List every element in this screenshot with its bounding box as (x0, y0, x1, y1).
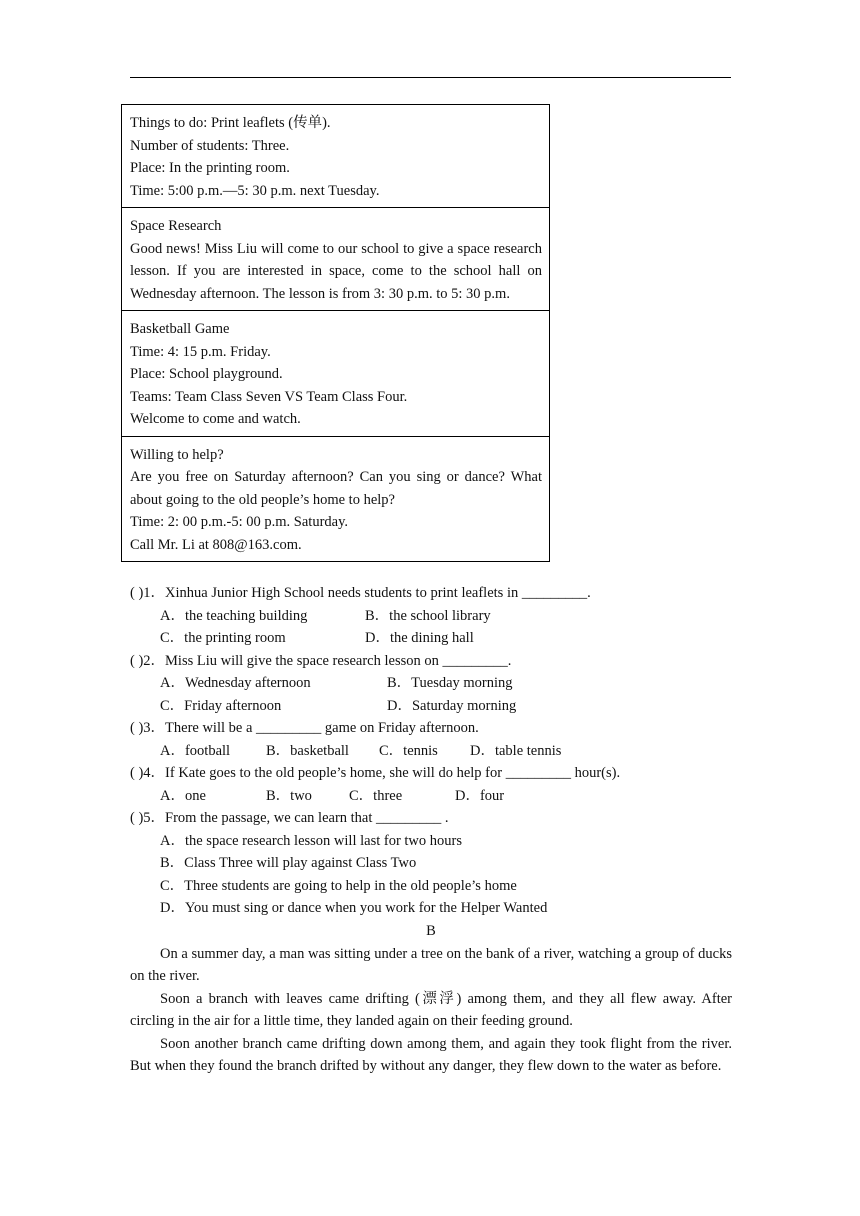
notice-body: Are you free on Saturday afternoon? Can you sing or dance? What about going to the old people’s home to help? (130, 469, 542, 508)
option-b[interactable]: B．the school library (365, 607, 491, 624)
notice-line: Number of students: Three. (130, 137, 290, 154)
question-2-options (130, 672, 732, 695)
option-a[interactable]: A．the teaching building (160, 607, 308, 624)
notice-line: Time: 5:00 p.m.—5: 30 p.m. next Tuesday. (130, 182, 380, 199)
option-c[interactable]: C．the printing room (160, 630, 286, 646)
question-1: ( )1．Xinhua Junior High School needs students to print leaflets in _________. (130, 585, 591, 601)
passage-b (130, 920, 732, 1078)
option-a[interactable]: A．one (160, 787, 206, 804)
header-rule (130, 77, 731, 78)
notice-line: Time: 4: 15 p.m. Friday. (130, 343, 271, 360)
section-heading: B (426, 923, 436, 939)
option-c[interactable]: C．tennis (379, 742, 438, 759)
question-3: ( )3．There will be a _________ game on Friday afternoon. (130, 720, 479, 736)
notice-line: Welcome to come and watch. (130, 411, 301, 427)
question-1-options (130, 605, 732, 628)
question-1-options-row2 (130, 627, 732, 650)
question-2: ( )2．Miss Liu will give the space research lesson on _________. (130, 652, 512, 669)
paragraph: Soon another branch came drifting down among them, and again they took flight from the river. But when they found the branch drifted by without any danger, they flew down to the water as before. (130, 1035, 732, 1074)
option-a[interactable]: A．Wednesday afternoon (160, 675, 311, 691)
question-4-options (130, 785, 732, 808)
paragraph: On a summer day, a man was sitting under a tree on the bank of a river, watching a group of ducks on the river. (130, 945, 732, 984)
option-b[interactable]: B．Class Three will play against Class Two (160, 855, 417, 871)
option-a[interactable]: A．football (160, 742, 231, 759)
notice-space-research (122, 207, 549, 310)
option-b[interactable]: B．Tuesday morning (387, 675, 513, 691)
notice-line: Call Mr. Li at 808@163.com. (130, 536, 302, 553)
question-list (130, 582, 732, 920)
option-b[interactable]: B．basketball (266, 742, 349, 759)
option-d[interactable]: D．the dining hall (365, 630, 474, 646)
option-d[interactable]: D．Saturday morning (387, 697, 517, 714)
notice-helper-wanted (122, 105, 549, 207)
notice-willing-to-help (122, 436, 549, 562)
option-d[interactable]: D．You must sing or dance when you work for the Helper Wanted (160, 900, 548, 916)
notice-basketball-game (122, 310, 549, 436)
option-c[interactable]: C．Three students are going to help in the old people’s home (160, 877, 517, 894)
question-5: ( )5．From the passage, we can learn that _________ . (130, 810, 449, 826)
notice-board-table (121, 104, 550, 562)
notice-title: Space Research (130, 218, 222, 234)
option-c[interactable]: C．Friday afternoon (160, 697, 282, 714)
notice-title: Basketball Game (130, 321, 230, 337)
option-a[interactable]: A．the space research lesson will last for two hours (160, 832, 463, 849)
notice-line: Time: 2: 00 p.m.-5: 00 p.m. Saturday. (130, 514, 349, 530)
option-d[interactable]: D．four (455, 787, 505, 804)
question-3-options (130, 740, 732, 763)
paragraph: Soon a branch with leaves came drifting (漂浮) among them, and they all flew away. After circling in the air for a little time, they landed again on their feeding ground. (130, 990, 732, 1029)
notice-body: Good news! Miss Liu will come to our school to give a space research lesson. If you are interested in space, come to the school hall on Wednesday afternoon. The lesson is from 3: 30 p.m. to 5: 30 p.m. (130, 240, 542, 302)
notice-line: Teams: Team Class Seven VS Team Class Four. (130, 388, 408, 405)
option-c[interactable]: C．three (349, 787, 403, 804)
option-b[interactable]: B．two (266, 787, 312, 804)
notice-line: Place: School playground. (130, 366, 283, 382)
question-4: ( )4．If Kate goes to the old people’s home, she will do help for _________ hour(s). (130, 765, 621, 781)
notice-line: Place: In the printing room. (130, 160, 290, 176)
question-2-options-row2 (130, 695, 732, 718)
notice-line: Things to do: Print leaflets (传单). (130, 115, 331, 131)
notice-title: Willing to help? (130, 446, 224, 463)
option-d[interactable]: D．table tennis (470, 742, 562, 759)
